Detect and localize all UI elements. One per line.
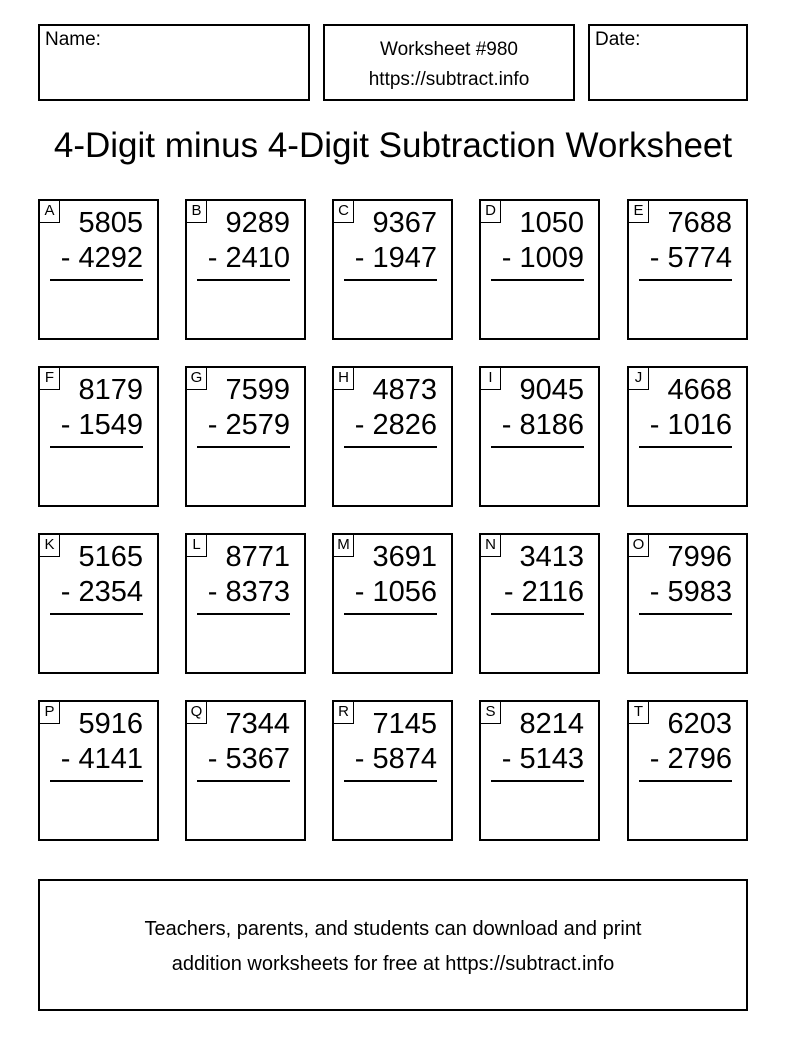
problem-card: [185, 366, 306, 507]
minuend: 7688: [667, 207, 732, 239]
minuend: 7996: [667, 541, 732, 573]
answer-line: [50, 613, 143, 615]
minuend: 9289: [225, 207, 290, 239]
problem-card: [38, 366, 159, 507]
problem-card: [627, 199, 748, 340]
minuend: 4668: [667, 374, 732, 406]
minuend: 9367: [372, 207, 437, 239]
subtrahend: - 2354: [60, 576, 143, 608]
date-field-box[interactable]: [588, 24, 748, 101]
minuend: 8214: [519, 708, 584, 740]
problem-letter: N: [481, 535, 501, 557]
subtrahend: - 4292: [60, 242, 143, 274]
problem-letter: C: [334, 201, 354, 223]
footer-box: [38, 879, 748, 1011]
minuend: 5805: [78, 207, 143, 239]
problem-letter: L: [187, 535, 207, 557]
minuend: 7344: [225, 708, 290, 740]
answer-area[interactable]: [187, 784, 304, 839]
answer-area[interactable]: [187, 617, 304, 672]
problem-letter: S: [481, 702, 501, 724]
answer-area[interactable]: [40, 283, 157, 338]
problem-card: [479, 366, 600, 507]
answer-line: [197, 780, 290, 782]
problem-letter: A: [40, 201, 60, 223]
subtrahend: - 1549: [60, 409, 143, 441]
problem-card: [332, 533, 453, 674]
problem-letter: E: [629, 201, 649, 223]
answer-line: [197, 279, 290, 281]
answer-area[interactable]: [481, 784, 598, 839]
subtrahend: - 5367: [207, 743, 290, 775]
problem-card: [627, 533, 748, 674]
answer-line: [344, 446, 437, 448]
answer-area[interactable]: [334, 784, 451, 839]
minuend: 5916: [78, 708, 143, 740]
minuend: 1050: [519, 207, 584, 239]
answer-area[interactable]: [481, 283, 598, 338]
answer-area[interactable]: [334, 283, 451, 338]
subtrahend: - 5983: [649, 576, 732, 608]
problem-letter: G: [187, 368, 207, 390]
problem-card: [479, 700, 600, 841]
subtrahend: - 8373: [207, 576, 290, 608]
answer-line: [344, 613, 437, 615]
problem-card: [479, 533, 600, 674]
problem-card: [38, 700, 159, 841]
answer-line: [344, 279, 437, 281]
minuend: 5165: [78, 541, 143, 573]
subtrahend: - 4141: [60, 743, 143, 775]
problem-letter: I: [481, 368, 501, 390]
problem-letter: M: [334, 535, 354, 557]
problem-card: [185, 533, 306, 674]
date-label: Date:: [595, 29, 641, 50]
answer-area[interactable]: [629, 784, 746, 839]
subtrahend: - 2826: [354, 409, 437, 441]
minuend: 3413: [519, 541, 584, 573]
page-title: 4-Digit minus 4-Digit Subtraction Worksheet: [53, 126, 733, 165]
answer-line: [197, 446, 290, 448]
subtrahend: - 1947: [354, 242, 437, 274]
problem-letter: R: [334, 702, 354, 724]
problem-card: [332, 700, 453, 841]
minuend: 8771: [225, 541, 290, 573]
answer-line: [639, 613, 732, 615]
minuend: 4873: [372, 374, 437, 406]
answer-line: [491, 446, 584, 448]
worksheet-url: https://subtract.info: [368, 69, 530, 90]
problem-card: [627, 366, 748, 507]
problem-letter: K: [40, 535, 60, 557]
answer-area[interactable]: [629, 283, 746, 338]
answer-area[interactable]: [40, 450, 157, 505]
problem-card: [479, 199, 600, 340]
problem-letter: F: [40, 368, 60, 390]
problem-card: [332, 199, 453, 340]
answer-area[interactable]: [629, 450, 746, 505]
answer-area[interactable]: [481, 617, 598, 672]
answer-area[interactable]: [187, 450, 304, 505]
problem-card: [332, 366, 453, 507]
answer-line: [639, 780, 732, 782]
problem-letter: D: [481, 201, 501, 223]
minuend: 8179: [78, 374, 143, 406]
minuend: 7145: [372, 708, 437, 740]
answer-area[interactable]: [40, 617, 157, 672]
minuend: 9045: [519, 374, 584, 406]
name-label: Name:: [45, 29, 101, 50]
answer-area[interactable]: [40, 784, 157, 839]
subtrahend: - 2796: [649, 743, 732, 775]
worksheet-number: Worksheet #980: [379, 39, 518, 60]
problem-card: [627, 700, 748, 841]
answer-line: [50, 279, 143, 281]
problem-letter: O: [629, 535, 649, 557]
subtrahend: - 1009: [501, 242, 584, 274]
answer-line: [197, 613, 290, 615]
answer-line: [491, 613, 584, 615]
minuend: 7599: [225, 374, 290, 406]
name-field-box[interactable]: [38, 24, 310, 101]
subtrahend: - 1056: [354, 576, 437, 608]
problem-letter: P: [40, 702, 60, 724]
subtrahend: - 8186: [501, 409, 584, 441]
answer-area[interactable]: [334, 450, 451, 505]
minuend: 3691: [372, 541, 437, 573]
problem-card: [185, 199, 306, 340]
answer-line: [50, 446, 143, 448]
problem-letter: B: [187, 201, 207, 223]
subtrahend: - 5874: [354, 743, 437, 775]
answer-area[interactable]: [187, 283, 304, 338]
footer-line-1: Teachers, parents, and students can download and print: [144, 918, 642, 940]
subtrahend: - 2579: [207, 409, 290, 441]
problem-letter: T: [629, 702, 649, 724]
answer-area[interactable]: [481, 450, 598, 505]
answer-line: [639, 446, 732, 448]
problem-letter: J: [629, 368, 649, 390]
answer-line: [639, 279, 732, 281]
answer-line: [491, 279, 584, 281]
problem-card: [185, 700, 306, 841]
problem-card: [38, 533, 159, 674]
subtrahend: - 2410: [207, 242, 290, 274]
subtrahend: - 5774: [649, 242, 732, 274]
answer-line: [491, 780, 584, 782]
answer-line: [50, 780, 143, 782]
subtrahend: - 1016: [649, 409, 732, 441]
problem-letter: Q: [187, 702, 207, 724]
problem-card: [38, 199, 159, 340]
worksheet-info-box: [323, 24, 575, 101]
answer-area[interactable]: [334, 617, 451, 672]
problem-letter: H: [334, 368, 354, 390]
answer-area[interactable]: [629, 617, 746, 672]
minuend: 6203: [667, 708, 732, 740]
answer-line: [344, 780, 437, 782]
footer-line-2: addition worksheets for free at https://subtract.info: [171, 953, 615, 975]
subtrahend: - 2116: [503, 576, 584, 608]
subtrahend: - 5143: [501, 743, 584, 775]
